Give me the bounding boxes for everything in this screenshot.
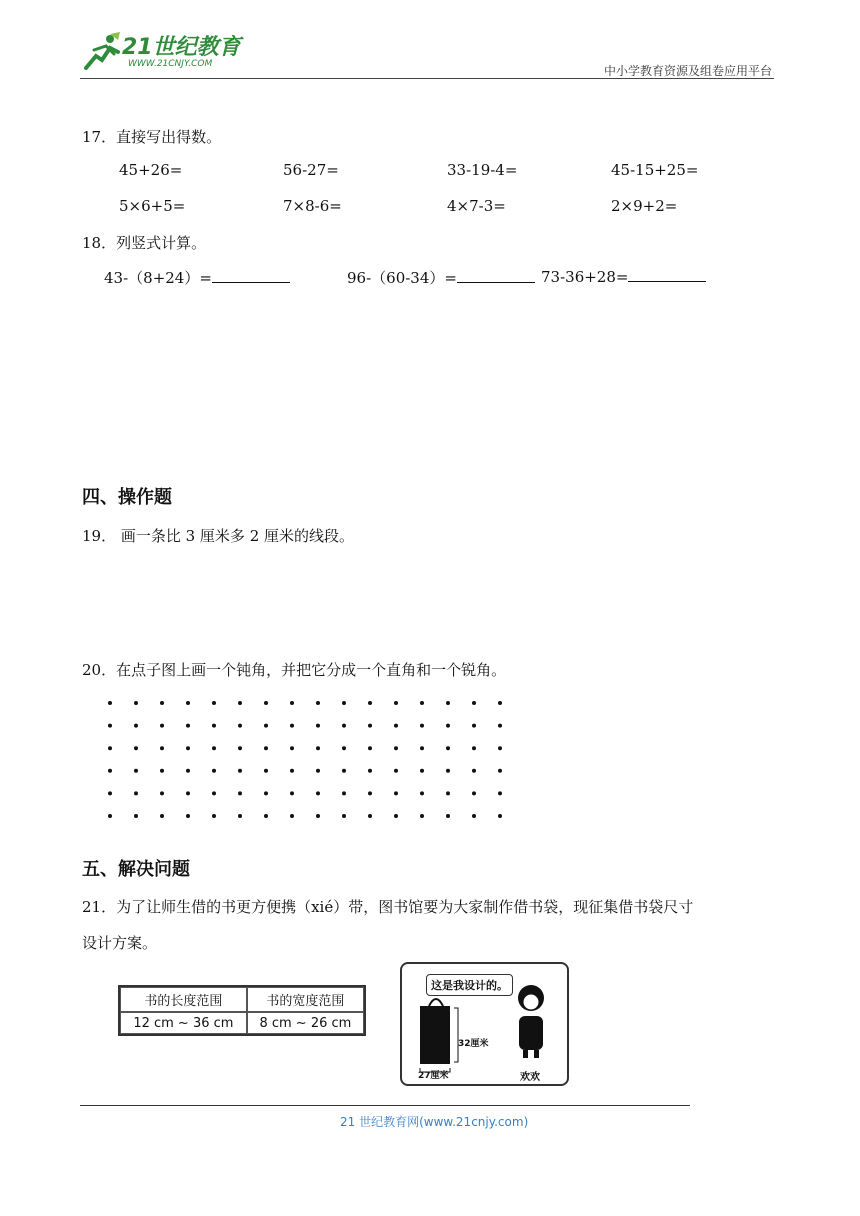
q17-expr: 7×8-6= <box>283 197 342 215</box>
grid-dot[interactable] <box>498 814 502 818</box>
grid-dot[interactable] <box>160 814 164 818</box>
grid-dot[interactable] <box>108 791 112 795</box>
grid-dot[interactable] <box>368 814 372 818</box>
grid-dot[interactable] <box>212 769 216 773</box>
grid-dot[interactable] <box>342 791 346 795</box>
grid-dot[interactable] <box>108 701 112 705</box>
grid-dot[interactable] <box>394 814 398 818</box>
grid-dot[interactable] <box>368 701 372 705</box>
grid-dot[interactable] <box>108 769 112 773</box>
grid-dot[interactable] <box>212 814 216 818</box>
grid-dot[interactable] <box>394 701 398 705</box>
grid-dot[interactable] <box>342 701 346 705</box>
q18-item <box>541 267 706 286</box>
table-cell: 8 cm ~ 26 cm <box>247 1012 364 1034</box>
grid-dot[interactable] <box>420 724 424 728</box>
grid-dot[interactable] <box>134 724 138 728</box>
grid-dot[interactable] <box>446 791 450 795</box>
grid-dot[interactable] <box>238 701 242 705</box>
bag-icon <box>402 964 567 1084</box>
footer-divider <box>80 1105 690 1106</box>
grid-dot[interactable] <box>498 769 502 773</box>
grid-dot[interactable] <box>446 701 450 705</box>
grid-dot[interactable] <box>264 791 268 795</box>
q19-title: 19． 画一条比 3 厘米多 2 厘米的线段。 <box>82 527 355 545</box>
grid-dot[interactable] <box>186 791 190 795</box>
grid-dot[interactable] <box>290 769 294 773</box>
grid-dot[interactable] <box>446 769 450 773</box>
grid-dot[interactable] <box>238 724 242 728</box>
grid-dot[interactable] <box>420 746 424 750</box>
q18-item <box>347 267 535 288</box>
grid-dot[interactable] <box>160 701 164 705</box>
grid-dot[interactable] <box>290 746 294 750</box>
grid-dot[interactable] <box>472 791 476 795</box>
bag-width-label: 27厘米 <box>418 1071 449 1081</box>
answer-blank[interactable] <box>457 268 535 283</box>
grid-dot[interactable] <box>264 746 268 750</box>
bag-design-picture <box>400 962 569 1086</box>
header-divider <box>80 78 774 79</box>
grid-dot[interactable] <box>420 701 424 705</box>
grid-dot[interactable] <box>498 724 502 728</box>
grid-dot[interactable] <box>316 746 320 750</box>
grid-dot[interactable] <box>134 769 138 773</box>
grid-dot[interactable] <box>212 701 216 705</box>
grid-dot[interactable] <box>316 814 320 818</box>
grid-dot[interactable] <box>472 769 476 773</box>
grid-dot[interactable] <box>316 791 320 795</box>
grid-dot[interactable] <box>186 814 190 818</box>
grid-dot[interactable] <box>420 791 424 795</box>
grid-dot[interactable] <box>264 701 268 705</box>
q17-expr: 2×9+2= <box>611 197 678 215</box>
grid-dot[interactable] <box>160 746 164 750</box>
q20-title: 20．在点子图上画一个钝角，并把它分成一个直角和一个锐角。 <box>82 661 507 679</box>
grid-dot[interactable] <box>238 769 242 773</box>
grid-dot[interactable] <box>394 769 398 773</box>
q18-expression: 96-（60-34）= <box>347 269 457 287</box>
grid-dot[interactable] <box>134 701 138 705</box>
grid-dot[interactable] <box>368 724 372 728</box>
book-size-table <box>118 985 366 1036</box>
grid-dot[interactable] <box>316 724 320 728</box>
logo-url: WWW.21CNJY.COM <box>128 59 213 69</box>
grid-dot[interactable] <box>290 791 294 795</box>
grid-dot[interactable] <box>342 769 346 773</box>
grid-dot[interactable] <box>342 814 346 818</box>
grid-dot[interactable] <box>134 791 138 795</box>
grid-dot[interactable] <box>394 746 398 750</box>
answer-blank[interactable] <box>628 267 706 282</box>
grid-dot[interactable] <box>498 701 502 705</box>
grid-dot[interactable] <box>446 746 450 750</box>
grid-dot[interactable] <box>238 791 242 795</box>
grid-dot[interactable] <box>108 814 112 818</box>
grid-dot[interactable] <box>368 746 372 750</box>
girl-name-label: 欢欢 <box>520 1072 540 1083</box>
grid-dot[interactable] <box>290 701 294 705</box>
grid-dot[interactable] <box>264 724 268 728</box>
grid-dot[interactable] <box>212 791 216 795</box>
q21-line: 21．为了让师生借的书更方便携（xié）带，图书馆要为大家制作借书袋，现征集借书袋尺寸 <box>82 898 694 916</box>
grid-dot[interactable] <box>186 746 190 750</box>
section-heading: 五、解决问题 <box>82 859 190 880</box>
grid-dot[interactable] <box>446 814 450 818</box>
grid-dot[interactable] <box>472 701 476 705</box>
q18-expression: 73-36+28= <box>541 268 629 286</box>
grid-dot[interactable] <box>264 814 268 818</box>
q17-expr: 4×7-3= <box>447 197 506 215</box>
footer-text: 21 世纪教育网(www.21cnjy.com) <box>340 1115 529 1129</box>
q17-expr: 45+26= <box>119 161 183 179</box>
grid-dot[interactable] <box>212 746 216 750</box>
grid-dot[interactable] <box>394 791 398 795</box>
section-heading: 四、操作题 <box>82 487 172 508</box>
grid-dot[interactable] <box>472 814 476 818</box>
q17-expr: 45-15+25= <box>611 161 699 179</box>
bag-height-label: 32厘米 <box>458 1039 489 1049</box>
answer-blank[interactable] <box>212 268 290 283</box>
q18-item <box>104 267 290 288</box>
grid-dot[interactable] <box>394 724 398 728</box>
grid-dot[interactable] <box>160 769 164 773</box>
logo-text: 21世纪教育 <box>122 35 241 60</box>
q17-expr: 33-19-4= <box>447 161 518 179</box>
q21-line: 设计方案。 <box>82 934 158 952</box>
q18-title: 18．列竖式计算。 <box>82 234 207 252</box>
table-header: 书的长度范围 <box>120 987 247 1012</box>
grid-dot[interactable] <box>368 791 372 795</box>
grid-dot[interactable] <box>134 746 138 750</box>
dot-grid[interactable] <box>104 694 514 824</box>
table-cell: 12 cm ~ 36 cm <box>120 1012 247 1034</box>
grid-dot[interactable] <box>212 724 216 728</box>
grid-dot[interactable] <box>498 746 502 750</box>
grid-dot[interactable] <box>186 769 190 773</box>
grid-dot[interactable] <box>264 769 268 773</box>
runner-logo-icon <box>80 32 124 72</box>
grid-dot[interactable] <box>160 791 164 795</box>
grid-dot[interactable] <box>160 724 164 728</box>
grid-dot[interactable] <box>290 814 294 818</box>
q17-expr: 56-27= <box>283 161 339 179</box>
q18-expression: 43-（8+24）= <box>104 269 212 287</box>
q17-title: 17．直接写出得数。 <box>82 128 222 146</box>
table-header: 书的宽度范围 <box>247 987 364 1012</box>
grid-dot[interactable] <box>420 814 424 818</box>
grid-dot[interactable] <box>472 746 476 750</box>
grid-dot[interactable] <box>316 701 320 705</box>
grid-dot[interactable] <box>290 724 294 728</box>
logo <box>80 30 250 76</box>
grid-dot[interactable] <box>108 746 112 750</box>
q17-expr: 5×6+5= <box>119 197 186 215</box>
grid-dot[interactable] <box>342 746 346 750</box>
grid-dot[interactable] <box>446 724 450 728</box>
header-platform-text: 中小学教育资源及组卷应用平台 <box>603 64 772 78</box>
grid-dot[interactable] <box>186 724 190 728</box>
grid-dot[interactable] <box>342 724 346 728</box>
grid-dot[interactable] <box>134 814 138 818</box>
speech-bubble: 这是我设计的。 <box>426 974 513 996</box>
grid-dot[interactable] <box>238 814 242 818</box>
grid-dot[interactable] <box>186 701 190 705</box>
grid-dot[interactable] <box>108 724 112 728</box>
grid-dot[interactable] <box>472 724 476 728</box>
grid-dot[interactable] <box>420 769 424 773</box>
grid-dot[interactable] <box>498 791 502 795</box>
grid-dot[interactable] <box>316 769 320 773</box>
grid-dot[interactable] <box>368 769 372 773</box>
grid-dot[interactable] <box>238 746 242 750</box>
